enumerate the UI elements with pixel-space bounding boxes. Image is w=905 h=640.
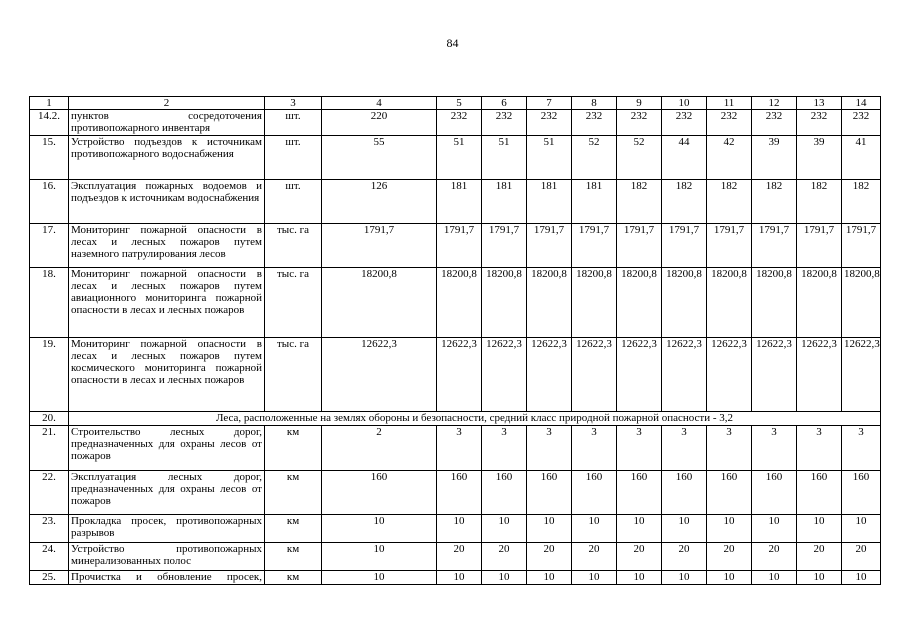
value-cell: 160 [662, 471, 707, 515]
value-cell: 18200,8 [797, 268, 842, 338]
row-number: 25. [30, 571, 69, 585]
value-cell: 10 [322, 543, 437, 571]
table-row [30, 268, 881, 338]
value-cell: 3 [842, 426, 881, 471]
value-cell: 181 [437, 180, 482, 224]
value-cell: 10 [482, 515, 527, 543]
value-cell: 10 [617, 515, 662, 543]
row-unit: шт. [265, 180, 322, 224]
value-cell: 10 [572, 571, 617, 585]
value-cell: 181 [527, 180, 572, 224]
value-cell: 51 [437, 136, 482, 180]
value-cell: 3 [662, 426, 707, 471]
value-cell: 1791,7 [527, 224, 572, 268]
row-number: 21. [30, 426, 69, 471]
row-name: Прокладка просек, противопожарных разрывов [69, 515, 265, 543]
value-cell: 10 [482, 571, 527, 585]
row-number: 19. [30, 338, 69, 412]
value-cell: 20 [482, 543, 527, 571]
value-cell: 52 [572, 136, 617, 180]
row-name: Устройство подъездов к источникам противопожарного водоснабжения [69, 136, 265, 180]
row-unit: км [265, 471, 322, 515]
header-row [30, 97, 881, 110]
value-cell: 39 [797, 136, 842, 180]
value-cell: 160 [752, 471, 797, 515]
value-cell: 10 [437, 571, 482, 585]
table-row [30, 180, 881, 224]
header-cell: 11 [707, 97, 752, 110]
table-row [30, 110, 881, 136]
value-cell: 182 [842, 180, 881, 224]
value-cell: 1791,7 [662, 224, 707, 268]
value-cell: 10 [662, 515, 707, 543]
row-unit: км [265, 426, 322, 471]
value-cell: 52 [617, 136, 662, 180]
value-cell: 181 [572, 180, 617, 224]
value-cell: 3 [707, 426, 752, 471]
row-number: 24. [30, 543, 69, 571]
value-cell: 44 [662, 136, 707, 180]
value-cell: 12622,3 [752, 338, 797, 412]
value-cell: 160 [707, 471, 752, 515]
value-cell: 12622,3 [842, 338, 881, 412]
value-cell: 12622,3 [322, 338, 437, 412]
row-name: Устройство противопожарных минерализованных полос [69, 543, 265, 571]
value-cell: 10 [797, 571, 842, 585]
value-cell: 18200,8 [752, 268, 797, 338]
row-number: 16. [30, 180, 69, 224]
row-name: Прочистка и обновление просек, [69, 571, 265, 585]
value-cell: 10 [842, 515, 881, 543]
value-cell: 10 [617, 571, 662, 585]
value-cell: 232 [437, 110, 482, 136]
value-cell: 20 [437, 543, 482, 571]
value-cell: 232 [617, 110, 662, 136]
value-cell: 3 [437, 426, 482, 471]
value-cell: 160 [572, 471, 617, 515]
value-cell: 10 [662, 571, 707, 585]
row-name: Строительство лесных дорог, предназначенных для охраны лесов от пожаров [69, 426, 265, 471]
value-cell: 1791,7 [572, 224, 617, 268]
value-cell: 182 [617, 180, 662, 224]
table-row [30, 224, 881, 268]
value-cell: 55 [322, 136, 437, 180]
row-name: Эксплуатация пожарных водоемов и подъездов к источникам водоснабжения [69, 180, 265, 224]
value-cell: 220 [322, 110, 437, 136]
table-row [30, 426, 881, 471]
row-number: 15. [30, 136, 69, 180]
value-cell: 10 [752, 515, 797, 543]
value-cell: 10 [527, 515, 572, 543]
value-cell: 182 [752, 180, 797, 224]
value-cell: 1791,7 [707, 224, 752, 268]
value-cell: 10 [527, 571, 572, 585]
row-name: Мониторинг пожарной опасности в лесах и лесных пожаров путем наземного патрулирования лесов [69, 224, 265, 268]
value-cell: 10 [572, 515, 617, 543]
header-cell: 7 [527, 97, 572, 110]
header-cell: 9 [617, 97, 662, 110]
value-cell: 12622,3 [437, 338, 482, 412]
value-cell: 1791,7 [482, 224, 527, 268]
value-cell: 1791,7 [322, 224, 437, 268]
row-name: Эксплуатация лесных дорог, предназначенных для охраны лесов от пожаров [69, 471, 265, 515]
value-cell: 20 [617, 543, 662, 571]
value-cell: 42 [707, 136, 752, 180]
value-cell: 18200,8 [572, 268, 617, 338]
value-cell: 160 [437, 471, 482, 515]
value-cell: 51 [482, 136, 527, 180]
header-cell: 4 [322, 97, 437, 110]
table-row [30, 543, 881, 571]
section-title: Леса, расположенные на землях обороны и безопасности, средний класс природной пожарной опасности - 3,2 [69, 412, 881, 426]
value-cell: 20 [842, 543, 881, 571]
header-cell: 3 [265, 97, 322, 110]
value-cell: 18200,8 [322, 268, 437, 338]
row-unit: км [265, 571, 322, 585]
value-cell: 18200,8 [437, 268, 482, 338]
row-unit: шт. [265, 110, 322, 136]
value-cell: 3 [752, 426, 797, 471]
value-cell: 18200,8 [617, 268, 662, 338]
value-cell: 12622,3 [482, 338, 527, 412]
value-cell: 3 [527, 426, 572, 471]
row-unit: км [265, 515, 322, 543]
row-number: 22. [30, 471, 69, 515]
value-cell: 3 [617, 426, 662, 471]
row-name: Мониторинг пожарной опасности в лесах и лесных пожаров путем авиационного мониторинга пожарной опасности в лесах и лесных пожаров [69, 268, 265, 338]
value-cell: 181 [482, 180, 527, 224]
value-cell: 12622,3 [797, 338, 842, 412]
value-cell: 1791,7 [797, 224, 842, 268]
value-cell: 3 [482, 426, 527, 471]
header-cell: 6 [482, 97, 527, 110]
value-cell: 18200,8 [842, 268, 881, 338]
value-cell: 3 [797, 426, 842, 471]
value-cell: 232 [842, 110, 881, 136]
row-unit: шт. [265, 136, 322, 180]
header-cell: 1 [30, 97, 69, 110]
row-name: пунктов сосредоточения противопожарного инвентаря [69, 110, 265, 136]
row-number: 23. [30, 515, 69, 543]
value-cell: 12622,3 [617, 338, 662, 412]
data-table [29, 96, 881, 585]
value-cell: 160 [617, 471, 662, 515]
value-cell: 20 [662, 543, 707, 571]
value-cell: 51 [527, 136, 572, 180]
header-cell: 14 [842, 97, 881, 110]
value-cell: 232 [707, 110, 752, 136]
value-cell: 1791,7 [437, 224, 482, 268]
value-cell: 182 [797, 180, 842, 224]
header-cell: 10 [662, 97, 707, 110]
row-number: 18. [30, 268, 69, 338]
row-name: Мониторинг пожарной опасности в лесах и лесных пожаров путем космического мониторинга пожарной опасности в лесах и лесных пожаров [69, 338, 265, 412]
value-cell: 12622,3 [662, 338, 707, 412]
value-cell: 232 [662, 110, 707, 136]
value-cell: 20 [752, 543, 797, 571]
value-cell: 18200,8 [707, 268, 752, 338]
header-cell: 5 [437, 97, 482, 110]
row-number: 14.2. [30, 110, 69, 136]
value-cell: 182 [707, 180, 752, 224]
row-number: 20. [30, 412, 69, 426]
value-cell: 18200,8 [662, 268, 707, 338]
value-cell: 10 [322, 571, 437, 585]
page-number: 84 [446, 36, 459, 50]
value-cell: 18200,8 [527, 268, 572, 338]
value-cell: 1791,7 [752, 224, 797, 268]
row-unit: тыс. га [265, 268, 322, 338]
value-cell: 20 [527, 543, 572, 571]
value-cell: 10 [752, 571, 797, 585]
value-cell: 10 [707, 515, 752, 543]
row-unit: тыс. га [265, 338, 322, 412]
value-cell: 3 [572, 426, 617, 471]
value-cell: 10 [842, 571, 881, 585]
value-cell: 182 [662, 180, 707, 224]
table-row [30, 338, 881, 412]
value-cell: 41 [842, 136, 881, 180]
value-cell: 20 [797, 543, 842, 571]
value-cell: 10 [797, 515, 842, 543]
value-cell: 160 [842, 471, 881, 515]
value-cell: 10 [322, 515, 437, 543]
row-unit: тыс. га [265, 224, 322, 268]
value-cell: 232 [572, 110, 617, 136]
value-cell: 160 [527, 471, 572, 515]
value-cell: 160 [797, 471, 842, 515]
value-cell: 1791,7 [617, 224, 662, 268]
value-cell: 12622,3 [707, 338, 752, 412]
row-unit: км [265, 543, 322, 571]
table-row [30, 471, 881, 515]
value-cell: 12622,3 [572, 338, 617, 412]
header-cell: 12 [752, 97, 797, 110]
value-cell: 12622,3 [527, 338, 572, 412]
table-row [30, 515, 881, 543]
value-cell: 2 [322, 426, 437, 471]
value-cell: 232 [527, 110, 572, 136]
value-cell: 20 [707, 543, 752, 571]
value-cell: 39 [752, 136, 797, 180]
value-cell: 160 [322, 471, 437, 515]
table-row [30, 412, 881, 426]
value-cell: 10 [707, 571, 752, 585]
value-cell: 232 [752, 110, 797, 136]
value-cell: 1791,7 [842, 224, 881, 268]
value-cell: 10 [437, 515, 482, 543]
table-row [30, 136, 881, 180]
row-number: 17. [30, 224, 69, 268]
value-cell: 126 [322, 180, 437, 224]
header-cell: 8 [572, 97, 617, 110]
header-cell: 13 [797, 97, 842, 110]
value-cell: 160 [482, 471, 527, 515]
value-cell: 232 [797, 110, 842, 136]
header-cell: 2 [69, 97, 265, 110]
value-cell: 232 [482, 110, 527, 136]
value-cell: 18200,8 [482, 268, 527, 338]
table-row [30, 571, 881, 585]
value-cell: 20 [572, 543, 617, 571]
